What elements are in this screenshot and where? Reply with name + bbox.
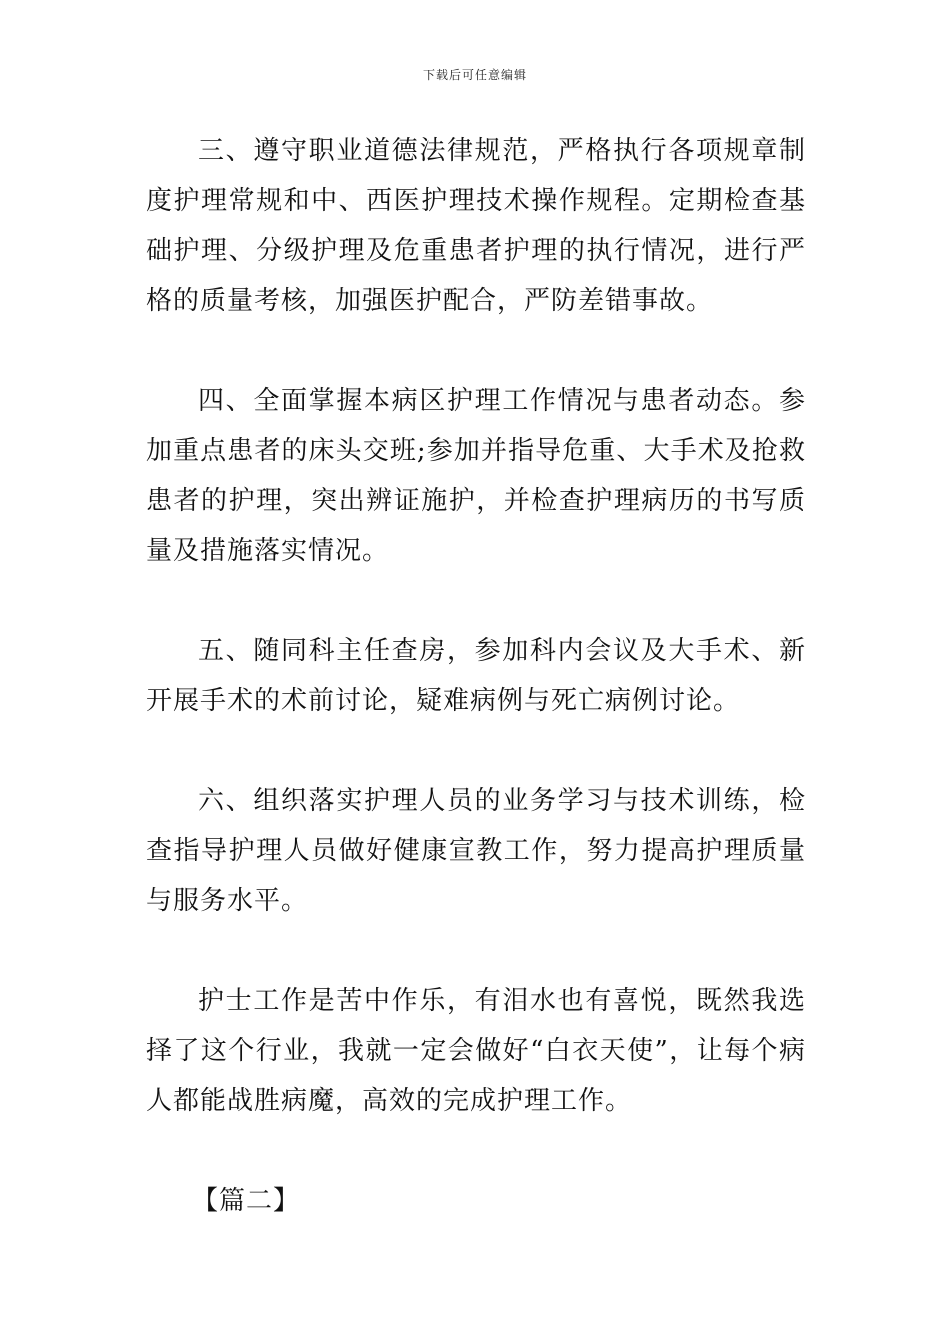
paragraph-3: 三、遵守职业道德法律规范，严格执行各项规章制度护理常规和中、西医护理技术操作规程。定期检查基础护理、分级护理及危重患者护理的执行情况，进行严格的质量考核，加强医护配合，严防差错事故。 (146, 136, 806, 316)
document-body (146, 126, 806, 1226)
paragraph-6: 六、组织落实护理人员的业务学习与技术训练，检查指导护理人员做好健康宣教工作，努力提高护理质量与服务水平。 (146, 786, 806, 916)
header-note: 下载后可任意编辑 (422, 68, 527, 82)
paragraph-4: 四、全面掌握本病区护理工作情况与患者动态。参加重点患者的床头交班;参加并指导危重、大手术及抢救患者的护理，突出辨证施护，并检查护理病历的书写质量及措施落实情况。 (146, 386, 806, 566)
paragraph-5: 五、随同科主任查房，参加科内会议及大手术、新开展手术的术前讨论，疑难病例与死亡病例讨论。 (146, 636, 806, 716)
paragraph-closing: 护士工作是苦中作乐，有泪水也有喜悦，既然我选择了这个行业，我就一定会做好“白衣天使”，让每个病人都能战胜病魔，高效的完成护理工作。 (146, 986, 806, 1116)
section-heading: 【篇二】 (192, 1186, 301, 1216)
